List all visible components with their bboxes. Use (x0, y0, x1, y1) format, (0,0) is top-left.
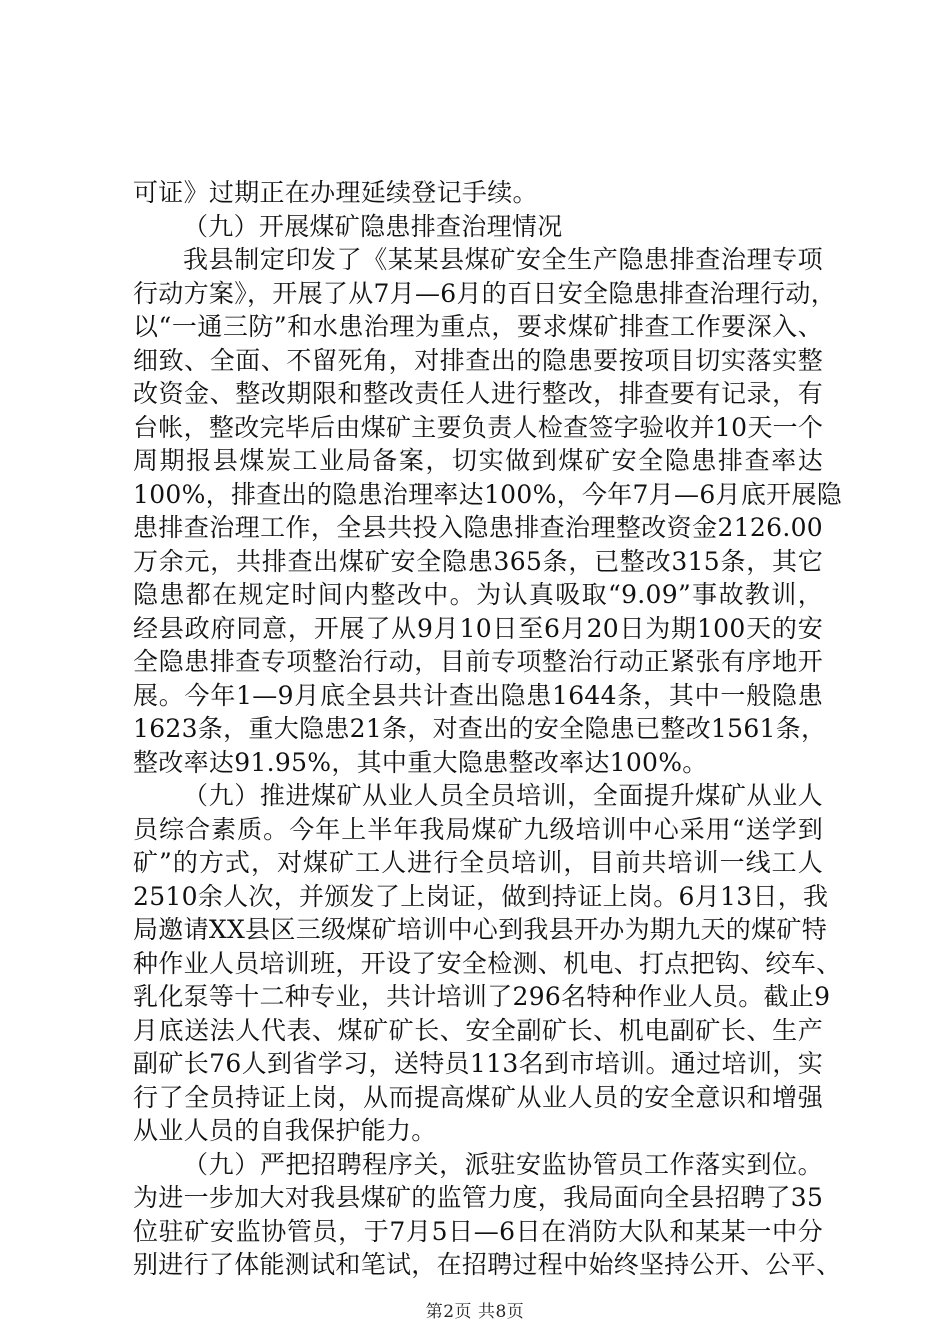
text-line: 副矿长76人到省学习，送特员113名到市培训。通过培训，实 (133, 1049, 823, 1078)
text-line: 万余元，共排查出煤矿安全隐患365条，已整改315条，其它 (133, 546, 823, 576)
text-line: 经县政府同意，开展了从9月10日至6月20日为期100天的安 (133, 613, 823, 643)
text-line: 可证》过期正在办理延续登记手续。 (133, 178, 538, 207)
text-line: （九）开展煤矿隐患排查治理情况 (183, 211, 563, 241)
text-line: 员综合素质。今年上半年我局煤矿九级培训中心采用“送学到 (133, 814, 823, 844)
text-line: 位驻矿安监协管员，于7月5日—6日在消防大队和某某一中分 (133, 1216, 823, 1246)
text-line: 全隐患排查专项整治行动，目前专项整治行动正紧张有序地开 (133, 647, 823, 676)
text-line: 整改率达91.95%，其中重大隐患整改率达100%。 (133, 747, 708, 777)
text-line: 局邀请XX县区三级煤矿培训中心到我县开办为期九天的煤矿特 (133, 915, 827, 944)
text-line: 细致、全面、不留死角，对排查出的隐患要按项目切实落实整 (133, 345, 823, 375)
text-line: 患排查治理工作，全县共投入隐患排查治理整改资金2126.00 (133, 513, 823, 542)
text-line: 改资金、整改期限和整改责任人进行整改，排查要有记录，有 (133, 379, 823, 408)
text-line: 为进一步加大对我县煤矿的监管力度，我局面向全县招聘了35 (133, 1183, 824, 1212)
text-line: 行动方案》，开展了从7月—6月的百日安全隐患排查治理行动， (133, 278, 837, 308)
text-line: 展。今年1—9月底全县共计查出隐患1644条，其中一般隐患 (133, 680, 823, 710)
text-line: 从业人员的自我保护能力。 (133, 1116, 437, 1145)
text-line: 行了全员持证上岗，从而提高煤矿从业人员的安全意识和增强 (133, 1082, 823, 1112)
text-line: 周期报县煤炭工业局备案，切实做到煤矿安全隐患排查率达 (133, 446, 823, 475)
text-line: 以“一通三防”和水患治理为重点，要求煤矿排查工作要深入、 (133, 312, 823, 341)
text-line: 2510余人次，并颁发了上岗证，做到持证上岗。6月13日，我 (133, 881, 829, 911)
text-line: 月底送法人代表、煤矿矿长、安全副矿长、机电副矿长、生产 (133, 1015, 823, 1045)
text-line: 别进行了体能测试和笔试，在招聘过程中始终坚持公开、公平、 (133, 1250, 842, 1279)
text-line: 100%，排查出的隐患治理率达100%，今年7月—6月底开展隐 (133, 479, 843, 509)
text-line: 1623条，重大隐患21条，对查出的安全隐患已整改1561条， (133, 714, 827, 743)
document-body (133, 176, 843, 1282)
text-line: 种作业人员培训班，开设了安全检测、机电、打点把钩、绞车、 (133, 948, 842, 978)
text-line: 隐患都在规定时间内整改中。为认真吸取“9.09”事故教训， (133, 580, 823, 609)
page-footer: 第2页 共8页 (425, 1302, 525, 1322)
text-line: （九）严把招聘程序关，派驻安监协管员工作落实到位。 (183, 1149, 823, 1179)
text-line: 我县制定印发了《某某县煤矿安全生产隐患排查治理专项 (183, 245, 823, 274)
text-line: 矿”的方式，对煤矿工人进行全员培训，目前共培训一线工人 (133, 848, 823, 877)
text-line: （九）推进煤矿从业人员全员培训，全面提升煤矿从业人 (183, 781, 823, 810)
text-line: 台帐，整改完毕后由煤矿主要负责人检查签字验收并10天一个 (133, 412, 824, 442)
text-line: 乳化泵等十二种专业，共计培训了296名特种作业人员。截止9 (133, 982, 831, 1011)
